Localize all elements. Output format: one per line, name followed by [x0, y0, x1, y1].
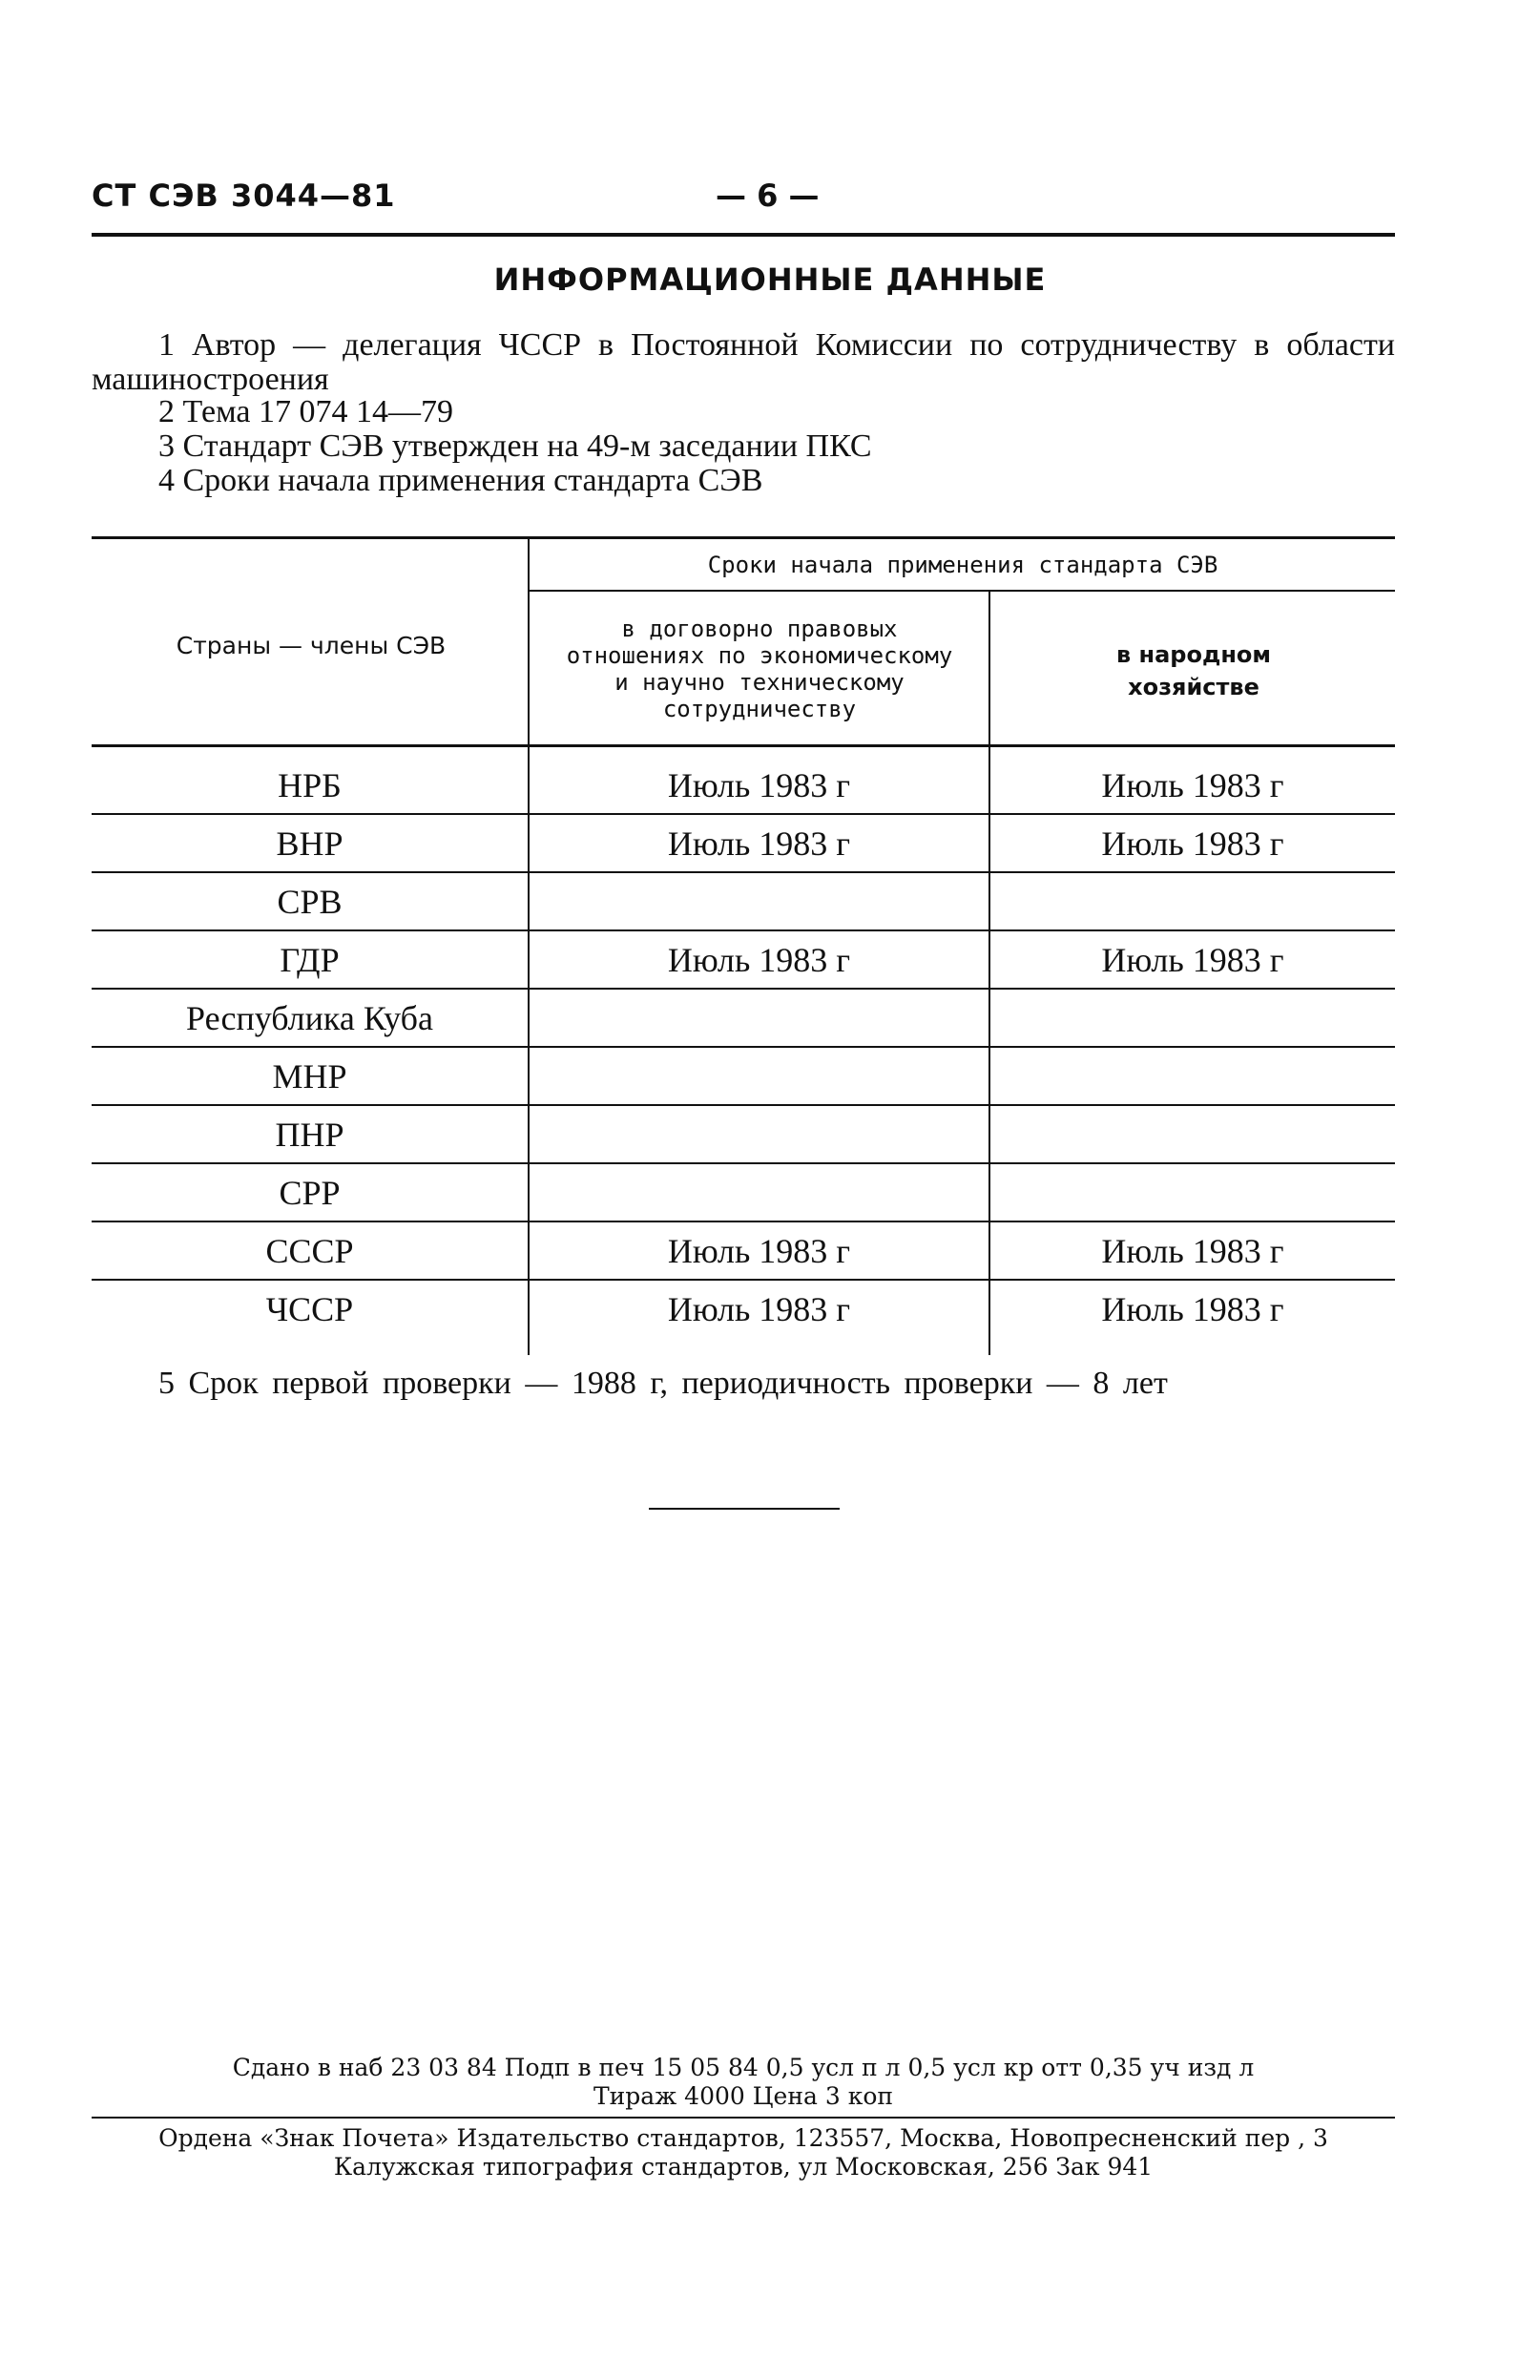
row-10-country: ЧССР	[265, 1289, 354, 1328]
info-item-3: 3 Стандарт СЭВ утвержден на 49-м заседании ПКС	[158, 428, 872, 464]
header-countries: Страны — члены СЭВ	[176, 632, 447, 659]
row-2-contract-date: Июль 1983 г	[667, 824, 851, 863]
row-6-contract-date	[530, 1047, 989, 1105]
imprint-line-2: Тираж 4000 Цена 3 коп	[593, 2082, 894, 2110]
row-9-economy-date: Июль 1983 г	[1101, 1231, 1284, 1270]
row-8-country: СРР	[279, 1173, 341, 1212]
row-2-economy-date: Июль 1983 г	[1101, 824, 1284, 863]
imprint-line-4: Калужская типография стандартов, ул Московская, 256 Зак 941	[333, 2153, 1154, 2181]
row-5-contract-date	[530, 989, 989, 1047]
row-2-country: ВНР	[276, 824, 343, 863]
row-1-economy-date: Июль 1983 г	[1101, 765, 1284, 804]
imprint-rule	[92, 2117, 1395, 2119]
imprint-line-3: Ордена «Знак Почета» Издательство стандартов, 123557, Москва, Новопресненский пер , 3	[158, 2124, 1328, 2152]
row-4-country: ГДР	[280, 940, 340, 979]
info-item-1: 1 Автор — делегация ЧССР в Постоянной Комиссии по сотрудничеству в области машиностроения	[92, 327, 1395, 397]
header-bottom-rule	[92, 744, 1395, 747]
row-5-economy-date	[990, 989, 1395, 1047]
row-1-country: НРБ	[278, 765, 342, 804]
row-7-economy-date	[990, 1105, 1395, 1163]
end-rule	[649, 1508, 840, 1510]
imprint-line-1: Сдано в наб 23 03 84 Подп в печ 15 05 84 0,5 усл п л 0,5 усл кр отт 0,35 уч изд л	[232, 2054, 1255, 2081]
info-item-5: 5 Срок первой проверки — 1988 г, периодичность проверки — 8 лет	[158, 1366, 1168, 1401]
header-group: Сроки начала применения стандарта СЭВ	[707, 552, 1218, 578]
row-3-economy-date	[990, 872, 1395, 930]
page-number: — 6 —	[716, 177, 820, 214]
table-top-rule	[92, 536, 1395, 539]
row-3-country: СРВ	[277, 882, 343, 921]
row-4-contract-date: Июль 1983 г	[667, 940, 851, 979]
info-item-4: 4 Сроки начала применения стандарта СЭВ	[158, 463, 763, 498]
application-dates-table	[92, 536, 1395, 1355]
row-10-economy-date: Июль 1983 г	[1101, 1289, 1284, 1328]
standard-code: СТ СЭВ 3044—81	[92, 177, 396, 214]
row-5-country: Республика Куба	[186, 998, 433, 1037]
row-8-contract-date	[530, 1163, 989, 1221]
row-7-contract-date	[530, 1105, 989, 1163]
row-10-contract-date: Июль 1983 г	[667, 1289, 851, 1328]
section-title: ИНФОРМАЦИОННЫЕ ДАННЫЕ	[493, 261, 1047, 298]
row-4-economy-date: Июль 1983 г	[1101, 940, 1284, 979]
row-8-economy-date	[990, 1163, 1395, 1221]
row-1-contract-date: Июль 1983 г	[667, 765, 851, 804]
row-7-country: ПНР	[275, 1115, 344, 1154]
header-economy: в народном хозяйстве	[1115, 641, 1272, 700]
row-6-economy-date	[990, 1047, 1395, 1105]
group-header-rule	[529, 590, 1395, 592]
header-rule	[92, 233, 1395, 237]
row-9-country: СССР	[265, 1231, 354, 1270]
info-item-2: 2 Тема 17 074 14—79	[158, 394, 453, 429]
row-6-country: МНР	[272, 1056, 347, 1096]
row-9-contract-date: Июль 1983 г	[667, 1231, 851, 1270]
header-contract: в договорно правовых отношениях по экономическому и научно техническому сотрудничеству	[566, 616, 953, 722]
row-3-contract-date	[530, 872, 989, 930]
